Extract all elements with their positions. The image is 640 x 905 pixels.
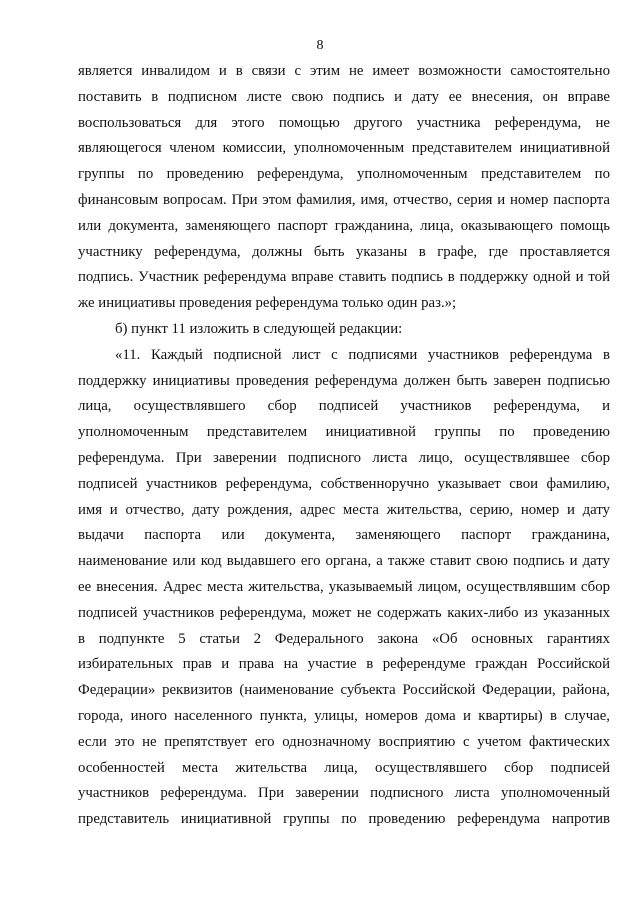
text-line: лица, осуществлявшего сбор подписей участников референдума, и [78, 398, 610, 415]
text-line: подписей участников референдума, собственноручно указывает свои фамилию, [78, 475, 610, 492]
text-line: или документа, заменяющего паспорт гражданина, лица, оказывающего помощь [78, 217, 610, 234]
text-line: участников референдума. При заверении подписного листа уполномоченный [78, 785, 610, 802]
paragraph [78, 59, 610, 317]
text-line: являющегося членом комиссии, уполномоченным представителем инициативной [78, 140, 610, 157]
text-line: поставить в подписном листе свою подпись и дату ее внесения, он вправе [78, 88, 610, 105]
text-line: выдачи паспорта или документа, заменяющего паспорт гражданина, [78, 527, 610, 544]
text-line: уполномоченным представителем инициативной группы по проведению [78, 424, 610, 441]
text-line: референдума. При заверении подписного листа лицо, осуществлявшее сбор [78, 449, 610, 466]
text-line: подписей участников референдума, может не содержать каких-либо из указанных [78, 604, 610, 621]
text-line: представитель инициативной группы по проведению референдума напротив [78, 811, 610, 828]
paragraph [78, 317, 610, 343]
text-line: имя и отчество, дату рождения, адрес места жительства, серию, номер и дату [78, 501, 610, 518]
text-line: ее внесения. Адрес места жительства, указываемый лицом, осуществлявшим сбор [78, 578, 610, 595]
text-line: подпись. Участник референдума вправе ставить подпись в поддержку одной и той [78, 269, 610, 286]
text-line: Федерации» реквизитов (наименование субъекта Российской Федерации, района, [78, 682, 610, 699]
text-line: особенностей места жительства лица, осуществлявшего сбор подписей [78, 759, 610, 776]
text-line: поддержку инициативы проведения референдума должен быть заверен подписью [78, 372, 610, 389]
text-line: если это не препятствует его однозначному восприятию с учетом фактических [78, 733, 610, 750]
text-line: финансовым вопросам. При этом фамилия, имя, отчество, серия и номер паспорта [78, 191, 610, 208]
text-line: же инициативы проведения референдума только один раз.»; [78, 295, 457, 312]
text-line: воспользоваться для этого помощью другого участника референдума, не [78, 114, 610, 131]
paragraph [78, 343, 610, 833]
text-line: наименование или код выдавшего его органа, а также ставит свою подпись и дату [78, 553, 610, 570]
text-line: участнику референдума, должны быть указаны в графе, где проставляется [78, 243, 610, 260]
text-line: группы по проведению референдума, уполномоченным представителем по [78, 166, 610, 183]
text-line: избирательных прав и права на участие в референдуме граждан Российской [78, 656, 610, 673]
page-number: 8 [316, 38, 324, 53]
document-body [78, 59, 610, 833]
text-line: является инвалидом и в связи с этим не имеет возможности самостоятельно [78, 63, 610, 79]
text-line: города, иного населенного пункта, улицы, номеров дома и квартиры) в случае, [78, 707, 610, 724]
text-line: в подпункте 5 статьи 2 Федерального закона «Об основных гарантиях [78, 630, 610, 647]
text-line: б) пункт 11 изложить в следующей редакции: [115, 320, 403, 337]
text-line: «11. Каждый подписной лист с подписями участников референдума в [115, 346, 610, 363]
